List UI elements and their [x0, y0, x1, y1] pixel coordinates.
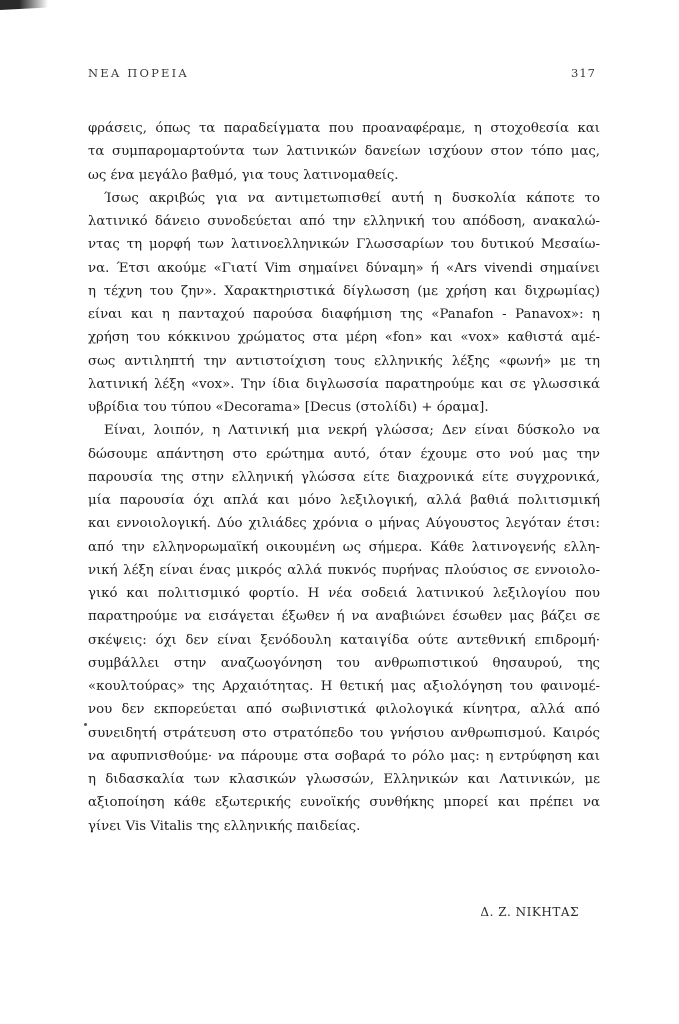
text-line: σκέψεις: όχι δεν είναι ξενόδουλη καταιγίδα ούτε αντεθνική επιδρομή· [88, 632, 600, 648]
text-line: παρατηρούμε να εισάγεται έξωθεν ή να αναβιώνει έσωθεν μας βάζει σε [88, 609, 600, 625]
margin-dot [84, 723, 87, 726]
text-line: γικό και πολιτισμικό φορτίο. Η νέα σοδειά λατινικού λεξιλογίου που [88, 586, 600, 601]
text-line: Ίσως ακριβώς για να αντιμετωπισθεί αυτή η δυσκολία κάποτε το [104, 190, 600, 206]
text-line: λατινικό δάνειο συνοδεύεται από την ελληνική του απόδοση, ανακαλώ- [88, 214, 600, 229]
body-text [88, 117, 600, 838]
text-line: συμβάλλει στην αναζωογόνηση του ανθρωπιστικού θησαυρού, της [88, 655, 600, 671]
text-line: ντας τη μορφή των λατινοελληνικών Γλωσσαρίων του δυτικού Μεσαίω- [88, 237, 600, 253]
text-line: μία παρουσία όχι απλά και μόνο λεξιλογική, αλλά βαθιά πολιτισμική [88, 493, 600, 508]
text-line: δώσουμε απάντηση στο ερώτημα αυτό, όταν έχουμε στο νού μας την [88, 446, 600, 462]
text-line: λατινική λέξη «vox». Την ίδια διγλωσσία παρατηρούμε και σε γλωσσικά [88, 376, 600, 392]
text-line: «κουλτούρας» της Αρχαιότητας. Η θετική μας αξιολόγηση του φαινομέ- [88, 679, 600, 694]
text-line: ως ένα μεγάλο βαθμό, για τους λατινομαθείς. [88, 167, 399, 183]
text-line: να αφυπνισθούμε· να πάρουμε στα σοβαρά το ρόλο μας: η εντρύφηση και [88, 748, 600, 764]
text-line: νου δεν εκπορεύεται από σωβινιστικά φιλολογικά κίνητρα, αλλά από [88, 702, 600, 718]
text-line: η τέχνη του ζην». Χαρακτηριστικά δίγλωσση (με χρήση και διχρωμίας) [88, 283, 600, 299]
text-line: νική λέξη είναι ένας μικρός αλλά πυκνός πυρήνας πλούσιος σε εννοιολο- [88, 562, 600, 578]
text-line: φράσεις, όπως τα παραδείγματα που προαναφέραμε, η στοχοθεσία και [88, 121, 600, 136]
text-line: από την ελληνορωμαϊκή οικουμένη ως σήμερα. Κάθε λατινογενής ελλη- [88, 539, 600, 555]
text-line: χρήση του κόκκινου χρώματος στα μέρη «fon» και «vox» καθιστά αμέ- [88, 330, 600, 346]
text-line: αξιοποίηση κάθε εξωτερικής ευνοϊκής συνθήκης μπορεί και πρέπει να [88, 795, 600, 811]
author-signature: Δ. Ζ. ΝΙΚΗΤΑΣ [480, 905, 579, 919]
text-line: Είναι, λοιπόν, η Λατινική μια νεκρή γλώσσα; Δεν είναι δύσκολο να [104, 423, 600, 439]
text-line: παρουσία της στην ελληνική γλώσσα είτε διαχρονικά είτε συγχρονικά, [88, 469, 600, 485]
scan-edge-mark [0, 0, 48, 10]
running-head: ΝΕΑ ΠΟΡΕΙΑ [88, 66, 189, 80]
text-line: σως αντιληπτή την αντιστοίχιση τους ελληνικής λέξης «φωνή» με τη [88, 353, 600, 369]
text-line: συνειδητή στράτευση στο στρατόπεδο του γνήσιου ανθρωπισμού. Καιρός [88, 725, 600, 741]
page-number: 317 [571, 66, 596, 80]
text-line: γίνει Vis Vitalis της ελληνικής παιδείας. [88, 818, 361, 834]
text-line: είναι και η πανταχού παρούσα διαφήμιση της «Panafon - Panavox»: η [88, 307, 600, 322]
text-line: υβρίδια του τύπου «Decorama» [Decus (στολίδι) + όραμα]. [88, 400, 489, 415]
text-line: τα συμπαρομαρτούντα των λατινικών δανείων ισχύουν στον τόπο μας, [88, 144, 600, 160]
text-line: και εννοιολογική. Δύο χιλιάδες χρόνια ο μήνας Αύγουστος λεγόταν έτσι: [88, 516, 600, 532]
text-line: η διδασκαλία των κλασικών γλωσσών, Ελληνικών και Λατινικών, με [88, 772, 600, 787]
text-line: να. Έτσι ακούμε «Γιατί Vim σημαίνει δύναμη» ή «Ars vivendi σημαίνει [88, 260, 600, 276]
